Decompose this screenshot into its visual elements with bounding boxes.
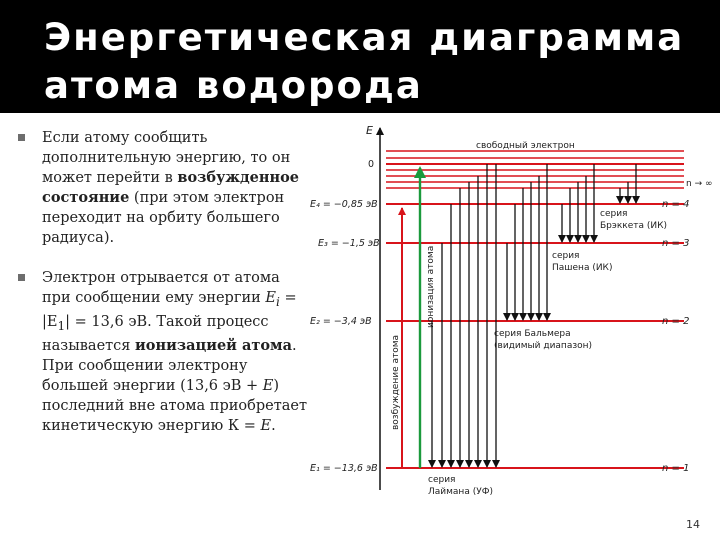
n1-label: n = 1 bbox=[662, 463, 690, 474]
level-label-e4: E₄ = −0,85 эВ bbox=[310, 199, 378, 210]
bullet-text-part: Если атому сообщить дополнительную энергию, то он может перейти в bbox=[42, 130, 291, 186]
slide-title: Энергетическая диаграмма атома водорода bbox=[44, 16, 685, 107]
balmer-series-line2: (видимый диапазон) bbox=[494, 341, 593, 351]
paschen-series-line2: Пашена (ИК) bbox=[552, 263, 613, 273]
bullet-text-part: E bbox=[262, 377, 274, 394]
bullet-text-part: . При сообщении электрону большей энергии (13,6 эВ + bbox=[42, 337, 297, 394]
n3-label: n = 3 bbox=[662, 238, 690, 249]
excitation-label: возбуждение атома bbox=[391, 334, 401, 430]
lyman-series-line2: Лаймана (УФ) bbox=[428, 487, 493, 497]
bullet-text-part: ) последний вне атома приобретает кинетическую энергию К = bbox=[42, 377, 307, 434]
bullet-text-part: E bbox=[260, 417, 272, 434]
brackett-series-line1: серия bbox=[600, 209, 628, 219]
bullet-text-part: = |E bbox=[42, 290, 297, 330]
bullet-list bbox=[18, 128, 310, 456]
paschen-series-line1: серия bbox=[552, 251, 580, 261]
level-label-zero: 0 bbox=[368, 159, 375, 170]
bullet-text-part: (при этом электрон переходит на орбиту большего радиуса). bbox=[42, 190, 285, 246]
brackett-series-line2: Брэккета (ИК) bbox=[600, 221, 667, 231]
n-infinity-label: n → ∞ bbox=[686, 179, 712, 189]
lyman-series-line1: серия bbox=[428, 475, 456, 485]
bullet-text-part: . bbox=[271, 417, 276, 434]
bullet-item-excited-state bbox=[18, 128, 310, 248]
level-label-e3: E₃ = −1,5 эВ bbox=[318, 238, 380, 249]
page-number: 14 bbox=[686, 518, 700, 531]
bullet-item-ionization bbox=[18, 268, 310, 436]
ionization-label: ионизация атома bbox=[426, 245, 436, 328]
free-electron-label: свободный электрон bbox=[476, 141, 575, 151]
bullet-marker bbox=[18, 134, 25, 141]
bullet-text-part: Электрон отрывается от атома при сообщении ему энергии bbox=[42, 270, 280, 306]
bullet-text-part: возбужденное состояние bbox=[42, 169, 300, 206]
continuum-lines bbox=[386, 151, 684, 188]
energy-level-diagram bbox=[300, 118, 712, 508]
bullet-marker bbox=[18, 274, 25, 281]
bullet-text bbox=[42, 130, 299, 246]
level-label-e1: E₁ = −13,6 эВ bbox=[310, 463, 378, 474]
n4-label: n = 4 bbox=[662, 199, 690, 210]
n2-label: n = 2 bbox=[662, 316, 690, 327]
balmer-series-line1: серия Бальмера bbox=[494, 329, 571, 339]
energy-axis-label: E bbox=[366, 124, 373, 137]
level-label-e2: E₂ = −3,4 эВ bbox=[310, 316, 372, 327]
bullet-text-part: ионизацией атома bbox=[135, 336, 293, 354]
bullet-text bbox=[42, 270, 307, 434]
bullet-text-part: 1 bbox=[57, 318, 66, 333]
bullet-text-part: E bbox=[265, 290, 276, 306]
bullet-text-part: | = 13,6 эВ. Такой процесс называется bbox=[42, 313, 269, 354]
bullet-text-part: i bbox=[275, 294, 280, 309]
